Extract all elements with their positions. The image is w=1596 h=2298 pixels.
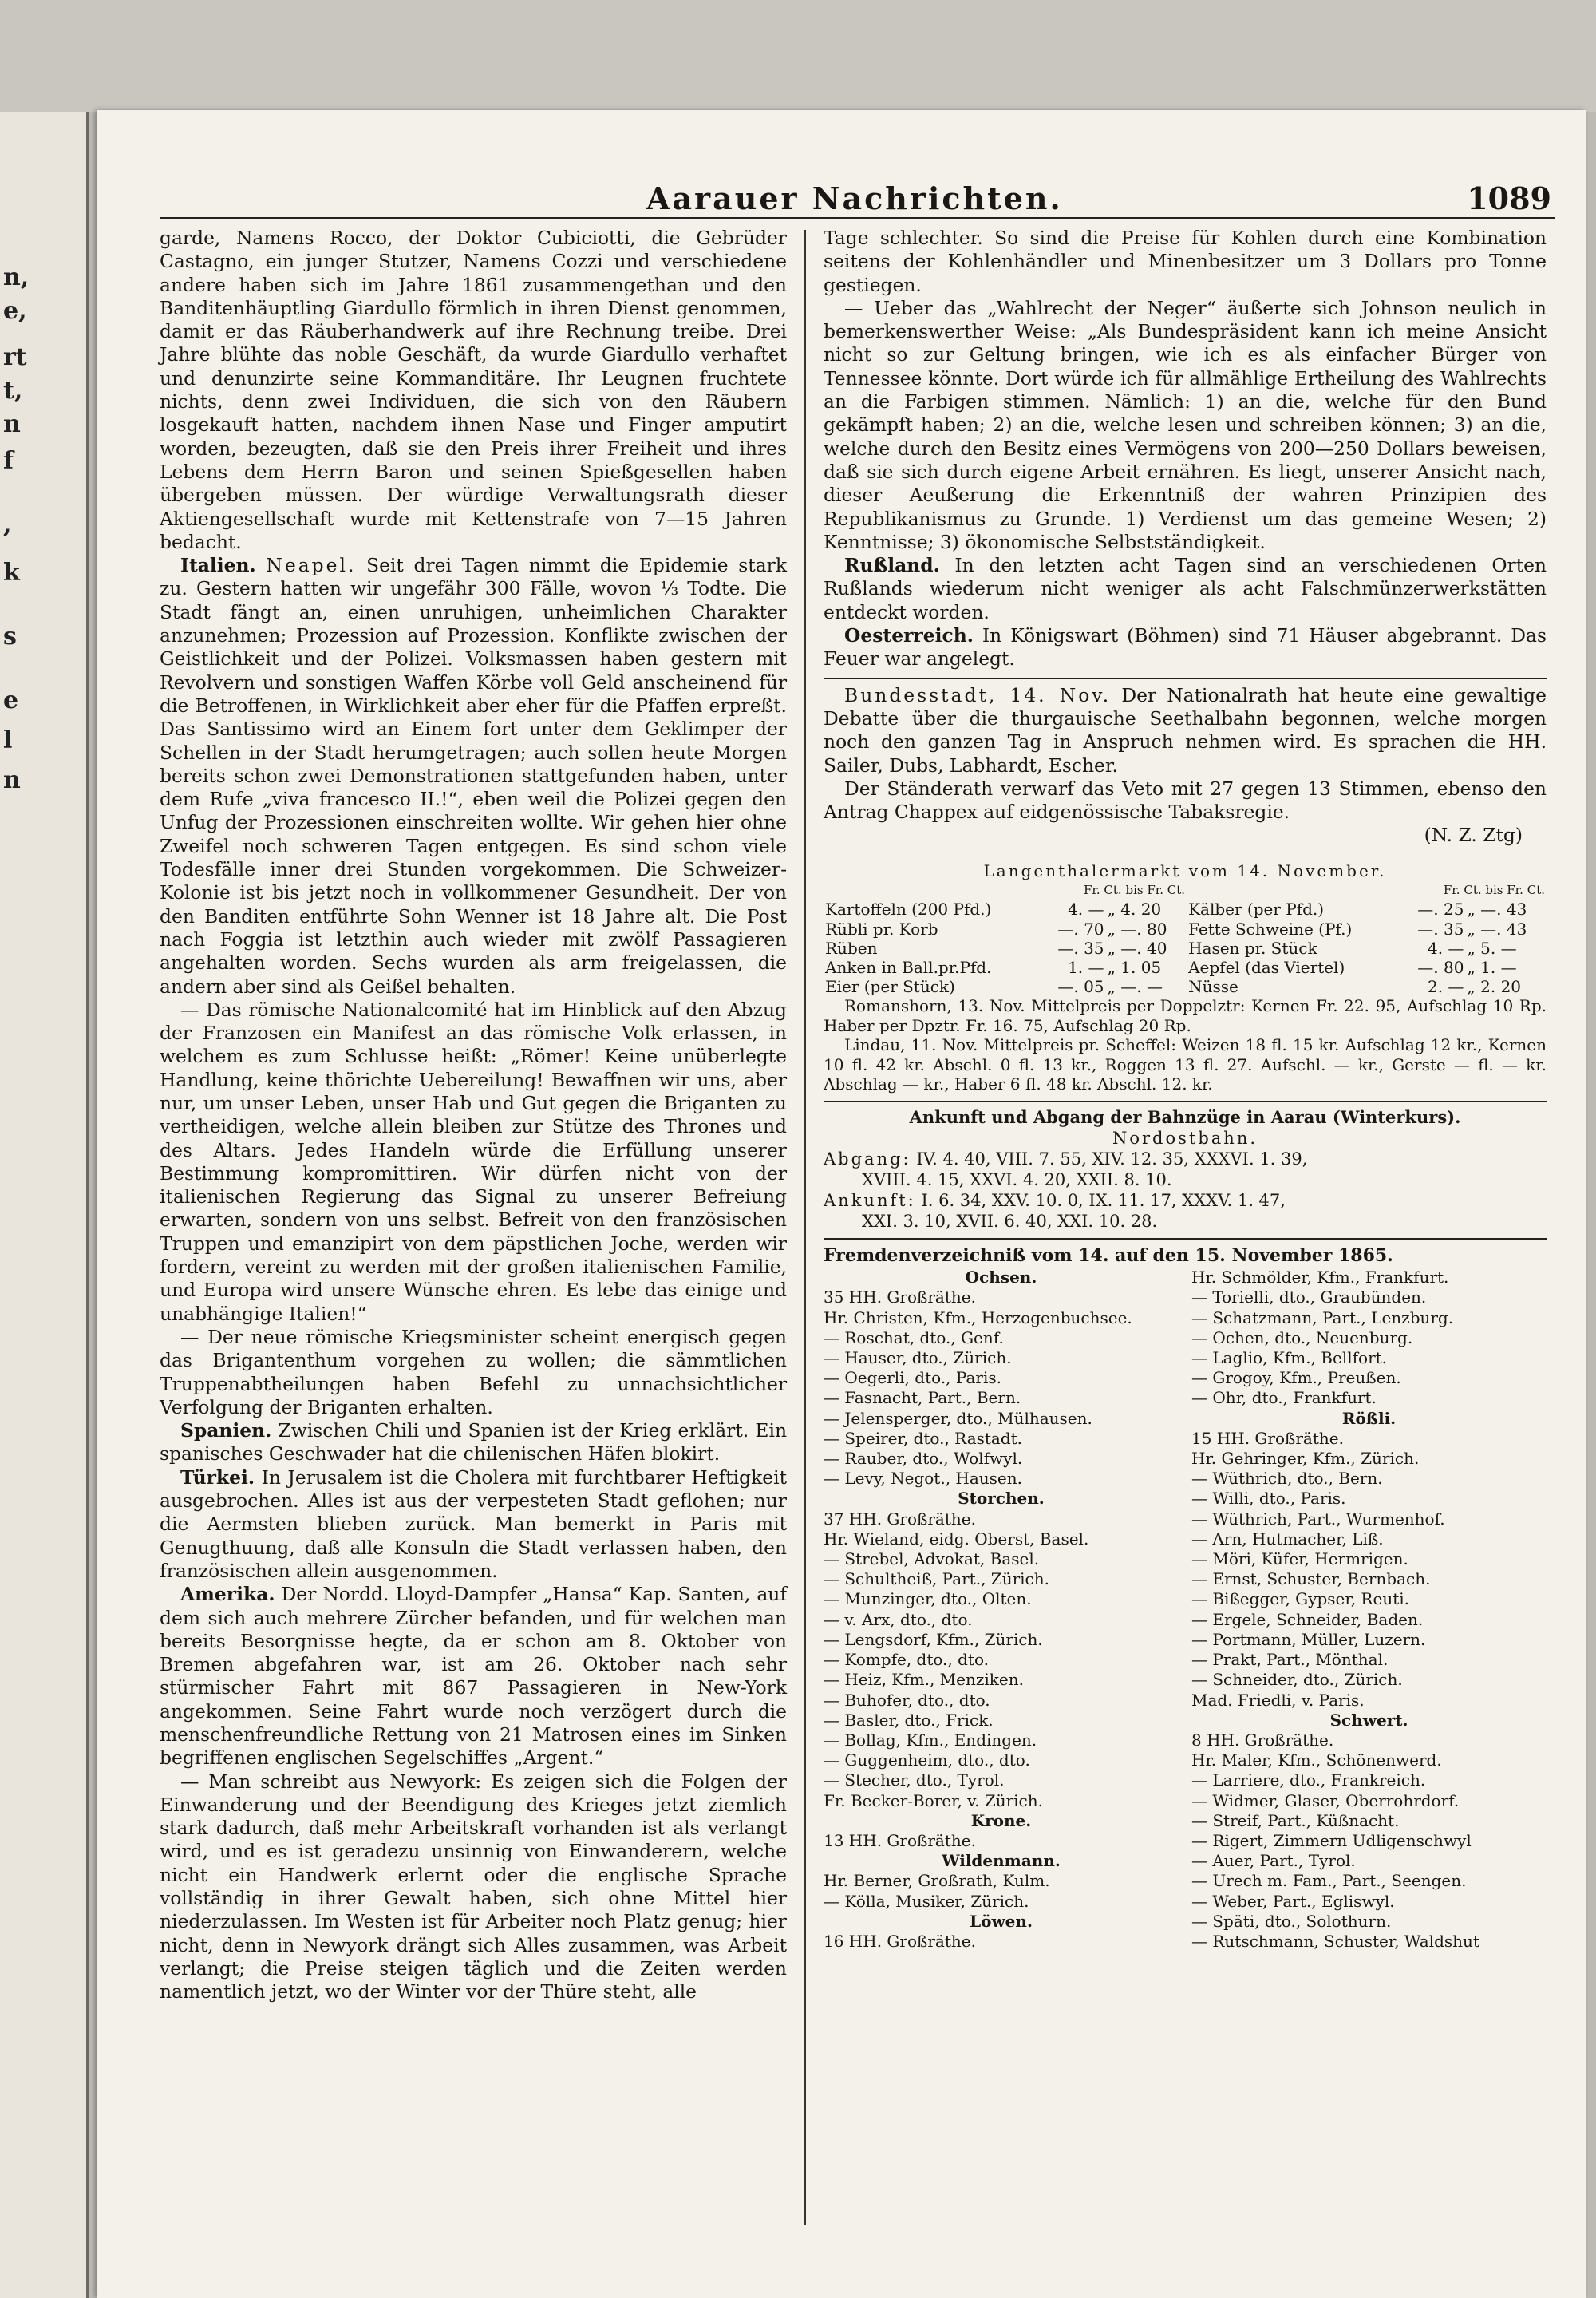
hotel-heading: Schwert. bbox=[1329, 1710, 1408, 1730]
article-body: Seit drei Tagen nimmt die Epidemie stark zu. Gestern hatten wir ungefähr 300 Fälle, wovon ⅓ Todte. Die Stadt fängt an, einen unruhigen, unheimlichen Charakter anzunehmen; Prozession auf Prozession. Konflikte zwischen der Geistlichkeit und der Polizei. Volksmassen haben gestern mit Revolvern und sonstigen Waffen Körbe voll Geld anscheinend für die Betroffenen, in Wirklichkeit aber eher für die Pfaffen erpreßt. Das Santissimo wird an Einem fort unter dem Geklimper der Schellen in der Stadt herumgetragen; auch sollen heute Morgen bereits schon zwei Demonstrationen stattgefunden haben, unter dem Rufe „viva francesco II.!“, eben weil die Polizei gegen den Unfug der Prozessionen einschreiten wollte. Wir gehen hier ohne Zweifel noch schweren Tagen entgegen. Es sind schon viele Todesfälle inner drei Stunden vorgekommen. Die Schweizer-Kolonie ist bis jetzt noch in vollkommener Gesundheit. Der von den Banditen entführte Sohn Wenner ist 18 Jahre alt. Die Post nach Foggia ist letzthin auch wieder mit zwölf Passagieren angehalten worden. Sechs wurden als arm freigelassen, die andern aber sind als Geißel behalten. bbox=[160, 554, 788, 998]
guest-entry: 35 HH. Großräthe. bbox=[824, 1287, 976, 1307]
market-report: Romanshorn, 13. Nov. Mittelpreis per Doppelztr: Kernen Fr. 22. 95, Aufschlag 10 Rp. Haber per Dpztr. Fr. 16. 75, Aufschlag 20 Rp. bbox=[824, 996, 1547, 1035]
guest-entry: — Grogoy, Kfm., Preußen. bbox=[1191, 1368, 1401, 1388]
article-paragraph: — Der neue römische Kriegsminister scheint energisch gegen das Brigantenthum vorgehen zu wollen; die sämmtlichen Truppenabtheilungen haben Befehl zu unnachsichtlicher Verfolgung der Briganten erhalten. bbox=[160, 1325, 787, 1418]
article-body: In den letzten acht Tagen sind an verschiedenen Orten Rußlands wiederum nicht weniger als acht Falschmünzerwerkstätten entdeckt worden. bbox=[824, 554, 1547, 623]
guest-entry: — Prakt, Part., Mönthal. bbox=[1191, 1650, 1389, 1670]
article-amerika bbox=[160, 1583, 787, 1770]
article-oesterreich bbox=[824, 624, 1547, 671]
table-cell: Kälber (per Pfd.) bbox=[1188, 900, 1325, 920]
guest-entry: — Heiz, Kfm., Menziken. bbox=[824, 1670, 1024, 1690]
arrivals bbox=[824, 1190, 1547, 1211]
guest-entry: — Ochen, dto., Neuenburg. bbox=[1191, 1327, 1413, 1347]
edge-fragment: n, bbox=[3, 263, 30, 291]
guest-entry: Hr. Schmölder, Kfm., Frankfurt. bbox=[1191, 1268, 1449, 1287]
column-header: Fr. Ct. bis Fr. Ct. bbox=[1443, 883, 1545, 898]
guest-entry: 15 HH. Großräthe. bbox=[1191, 1428, 1344, 1448]
article-body: In Königswart (Böhmen) sind 71 Häuser abgebrannt. Das Feuer war angelegt. bbox=[824, 624, 1547, 670]
edge-fragment: l bbox=[3, 726, 13, 754]
arrivals-times: I. 6. 34, XXV. 10. 0, IX. 11. 17, XXXV. 1. 47, bbox=[921, 1190, 1286, 1210]
article-spanien bbox=[160, 1419, 787, 1466]
guest-entry: — Basler, dto., Frick. bbox=[824, 1710, 994, 1730]
article-tuerkei bbox=[160, 1466, 787, 1583]
guest-entry: Mad. Friedli, v. Paris. bbox=[1191, 1690, 1365, 1710]
guest-entry: — Ergele, Schneider, Baden. bbox=[1191, 1609, 1424, 1629]
table-cell: —. 35 bbox=[1057, 938, 1104, 958]
arrivals-times-cont: XXI. 3. 10, XVII. 6. 40, XXI. 10. 28. bbox=[862, 1211, 1158, 1231]
dateline: Neapel. bbox=[266, 554, 357, 577]
guest-entry: — Bollag, Kfm., Endingen. bbox=[824, 1730, 1037, 1750]
guest-entry: — Auer, Part., Tyrol. bbox=[1191, 1851, 1356, 1871]
guest-entry: — Munzinger, dto., Olten. bbox=[824, 1589, 1032, 1609]
section-heading: Türkei. bbox=[180, 1465, 255, 1489]
article-body: Zwischen Chili und Spanien ist der Krieg erklärt. Ein spanisches Geschwader hat die chilenischen Häfen blokirt. bbox=[160, 1419, 788, 1465]
edge-fragment: e, bbox=[3, 297, 27, 325]
guest-entry: Hr. Berner, Großrath, Kulm. bbox=[824, 1871, 1050, 1891]
guest-entry: — Lengsdorf, Kfm., Zürich. bbox=[824, 1629, 1043, 1649]
table-cell: Aepfel (das Viertel) bbox=[1188, 958, 1345, 978]
page-number: 1089 bbox=[1467, 180, 1551, 216]
table-cell: „ 1. — bbox=[1467, 958, 1517, 978]
guest-entry: Hr. Christen, Kfm., Herzogenbuchsee. bbox=[824, 1307, 1132, 1327]
section-rule bbox=[824, 678, 1547, 679]
hotel-heading: Löwen. bbox=[970, 1911, 1033, 1931]
table-cell: Rüben bbox=[825, 938, 878, 958]
guest-entry: — Speirer, dto., Rastadt. bbox=[824, 1428, 1023, 1448]
guest-entry: Hr. Maler, Kfm., Schönenwerd. bbox=[1191, 1750, 1442, 1770]
edge-fragment: rt bbox=[3, 343, 27, 371]
section-rule bbox=[824, 1238, 1547, 1240]
guest-entry: — Rauber, dto., Wolfwyl. bbox=[824, 1449, 1023, 1469]
guest-entry: — Guggenheim, dto., dto. bbox=[824, 1750, 1030, 1770]
guest-entry: — Widmer, Glaser, Oberrohrdorf. bbox=[1191, 1790, 1460, 1810]
article-paragraph: — Man schreibt aus Newyork: Es zeigen sich die Folgen der Einwanderung und der Beendigung des Krieges jetzt ziemlich stark dadurch, daß mehr Arbeitskraft vorhanden ist als verlangt wird, und es ist geradezu unsinnig von Einwanderern, welche nicht ein Handwerk erlernt oder die englische Sprache vollständig in ihrer Gewalt haben, sich ohne Mittel hier niederzulassen. Im Westen ist für Arbeiter noch Platz genug; hier nicht, denn in Newyork drängt sich Alles zusammen, was Arbeit verlangt; die Preise steigen täglich und die Zeiten werden namentlich jetzt, wo der Winter vor der Thüre steht, alle bbox=[160, 1770, 787, 2003]
table-cell: Rübli pr. Korb bbox=[825, 919, 938, 939]
source-attribution: (N. Z. Ztg) bbox=[1424, 824, 1523, 847]
table-cell: Hasen pr. Stück bbox=[1188, 938, 1317, 958]
guest-entry: — Schneider, dto., Zürich. bbox=[1191, 1670, 1403, 1690]
table-cell: „ —. 43 bbox=[1467, 900, 1527, 920]
table-cell: 4. — bbox=[1068, 900, 1104, 920]
guest-entry: Hr. Gehringer, Kfm., Zürich. bbox=[1191, 1449, 1420, 1469]
departures-times: IV. 4. 40, VIII. 7. 55, XIV. 12. 35, XXXVI. 1. 39, bbox=[916, 1149, 1308, 1169]
table-cell: „ 2. 20 bbox=[1467, 977, 1522, 997]
guest-list-title: Fremdenverzeichniß vom 14. auf den 15. November 1865. bbox=[824, 1244, 1393, 1266]
guest-entry: — Schultheiß, Part., Zürich. bbox=[824, 1569, 1049, 1589]
table-row bbox=[824, 939, 1547, 958]
guest-entry: — Portmann, Müller, Luzern. bbox=[1191, 1629, 1426, 1649]
table-cell: 4. — bbox=[1427, 938, 1464, 958]
table-cell: „ —. 80 bbox=[1107, 919, 1167, 939]
schedule-subtitle: Nordostbahn. bbox=[1112, 1128, 1258, 1148]
hotel-heading: Krone. bbox=[970, 1810, 1032, 1830]
guest-entry: — Arn, Hutmacher, Liß. bbox=[1191, 1529, 1384, 1548]
guest-entry: 13 HH. Großräthe. bbox=[824, 1830, 976, 1850]
table-cell: „ —. 43 bbox=[1467, 919, 1527, 939]
guest-entry: — Ernst, Schuster, Bernbach. bbox=[1191, 1569, 1431, 1589]
table-cell: —. 05 bbox=[1057, 977, 1104, 997]
guest-entry: — Roschat, dto., Genf. bbox=[824, 1327, 1004, 1347]
guest-list bbox=[824, 1268, 1547, 1952]
guest-entry: 8 HH. Großräthe. bbox=[1191, 1730, 1334, 1750]
schedule-title: Ankunft und Abgang der Bahnzüge in Aarau (Winterkurs). bbox=[909, 1106, 1461, 1127]
departures-label: Abgang: bbox=[824, 1149, 911, 1169]
edge-fragment: , bbox=[3, 511, 12, 539]
table-row bbox=[824, 920, 1547, 939]
guest-entry: — Buhofer, dto., dto. bbox=[824, 1690, 990, 1710]
section-heading: Spanien. bbox=[180, 1419, 272, 1442]
table-row bbox=[824, 900, 1547, 919]
edge-fragment: f bbox=[3, 447, 14, 475]
section-rule bbox=[824, 1101, 1547, 1102]
guest-entry: — Späti, dto., Solothurn. bbox=[1191, 1911, 1392, 1931]
section-heading: Amerika. bbox=[180, 1583, 275, 1606]
table-cell: „ 5. — bbox=[1467, 938, 1517, 958]
table-cell: „ —. — bbox=[1107, 977, 1163, 997]
guest-entry: — Jelensperger, dto., Mülhausen. bbox=[824, 1408, 1092, 1428]
guest-entry: 37 HH. Großräthe. bbox=[824, 1509, 976, 1529]
table-cell: 1. — bbox=[1068, 958, 1104, 978]
left-column bbox=[160, 227, 787, 2004]
guest-entry: — Laglio, Kfm., Bellfort. bbox=[1191, 1348, 1388, 1368]
guest-entry: — Schatzmann, Part., Lenzburg. bbox=[1191, 1307, 1454, 1327]
table-cell: —. 80 bbox=[1417, 958, 1464, 978]
newspaper-title: Aarauer Nachrichten. bbox=[646, 180, 1063, 216]
table-cell: Fette Schweine (Pf.) bbox=[1188, 919, 1353, 939]
right-column bbox=[824, 227, 1547, 1952]
guest-list-left-column bbox=[824, 1268, 1179, 1952]
table-cell: Kartoffeln (200 Pfd.) bbox=[825, 900, 992, 920]
article-body: In Jerusalem ist die Cholera mit furchtbarer Heftigkeit ausgebrochen. Alles ist aus der verpesteten Stadt geflohen; nur die Aermsten blieben zurück. Man bemerkt in Paris mit Genugthuung, daß alle Konsuln die Stadt verlassen haben, den französischen allein ausgenommen. bbox=[160, 1465, 787, 1582]
table-cell: —. 25 bbox=[1417, 900, 1464, 920]
article-continuation: Tage schlechter. So sind die Preise für Kohlen durch eine Kombination seitens der Kohlenhändler und Minenbesitzer um 3 Dollars pro Tonne gestiegen. bbox=[824, 227, 1547, 296]
edge-fragment: n bbox=[3, 766, 21, 794]
table-cell: Anken in Ball.pr.Pfd. bbox=[825, 958, 992, 978]
guest-entry: — Wüthrich, Part., Wurmenhof. bbox=[1191, 1509, 1445, 1529]
market-title: Langenthalermarkt vom 14. November. bbox=[983, 860, 1387, 880]
edge-fragment: e bbox=[3, 686, 19, 714]
guest-entry: — Torielli, dto., Graubünden. bbox=[1191, 1287, 1427, 1307]
edge-fragment: t, bbox=[3, 377, 23, 405]
article-body: Der Nordd. Lloyd-Dampfer „Hansa“ Kap. Santen, auf dem sich auch mehrere Zürcher befanden, und für welchen man bereits Besorgnisse hegte, da er schon am 8. Oktober von Bremen abgefahren war, ist am 26. Oktober nach sehr stürmischer Fahrt mit 867 Passagieren in New-York angekommen. Seine Fahrt wurde noch verzögert durch die menschenfreundliche Rettung von 21 Matrosen eines im Sinken begriffenen englischen Segelschiffes „Argent.“ bbox=[160, 1583, 787, 1770]
article-paragraph: — Ueber das „Wahlrecht der Neger“ äußerte sich Johnson neulich in bemerkenswerther Weise: „Als Bundespräsident kann ich meine Ansicht nicht so zur Geltung bringen, wie ich es als einfacher Bürger von Tennessee könnte. Dort würde ich für allmählige Ertheilung des Wahlrechts an die Farbigen stimmen. Nämlich: 1) an die, welche für den Bund gekämpft haben; 2) an die, welche lesen und schreiben können; 3) an die, welche durch den Besitz eines Vermögens von 200—250 Dollars beweisen, daß sie sich durch eigene Arbeit ernähren. Es liegt, unserer Ansicht nach, dieser Aeußerung die Erkenntniß der wahren Prinzipien des Republikanismus zu Grunde. 1) Verdienst um das gemeine Wesen; 2) Kenntnisse; 3) ökonomische Selbstständigkeit. bbox=[824, 296, 1547, 553]
guest-entry: — Larriere, dto., Frankreich. bbox=[1191, 1770, 1426, 1790]
column-divider bbox=[804, 230, 806, 2225]
guest-entry: Fr. Becker-Borer, v. Zürich. bbox=[824, 1790, 1043, 1810]
guest-entry: — Kompfe, dto., dto. bbox=[824, 1650, 990, 1670]
guest-entry: — Rigert, Zimmern Udligenschwyl bbox=[1191, 1830, 1472, 1850]
table-header-row bbox=[824, 880, 1547, 900]
table-cell: „ —. 40 bbox=[1107, 938, 1167, 958]
train-schedule bbox=[824, 1107, 1547, 1232]
arrivals-label: Ankunft: bbox=[824, 1190, 916, 1210]
section-heading: Rußland. bbox=[844, 554, 940, 577]
dateline: Bundesstadt, 14. Nov. bbox=[844, 683, 1112, 706]
guest-entry: — Hauser, dto., Zürich. bbox=[824, 1348, 1012, 1368]
section-heading: Italien. bbox=[180, 554, 256, 577]
article-paragraph: — Das römische Nationalcomité hat im Hinblick auf den Abzug der Franzosen ein Manifest an das römische Volk erlassen, in welchem es zum Schlusse heißt: „Römer! Keine unüberlegte Handlung, keine thörichte Uebereilung! Bewaffnen wir uns, aber nur, um unser Leben, unser Hab und Gut gegen die Briganten zu vertheidigen, welche allein bleiben zur Stütze des Thrones und des Altars. Jedes Handeln würde die Erfüllung unserer Bestimmung kompromittiren. Wir dürfen nicht von der italienischen Regierung das Signal zu unserer Befreiung erwarten, sondern von uns selbst. Befreit von den französischen Truppen und emanzipirt von dem päpstlichen Joche, werden wir fordern, vereint zu werden mit der großen italienischen Familie, und Europa wird unsere Wünsche ehren. Es lebe das einige und unabhängige Italien!“ bbox=[160, 998, 787, 1325]
edge-fragment: s bbox=[3, 623, 17, 651]
guest-entry: — Fasnacht, Part., Bern. bbox=[824, 1388, 1021, 1408]
departures-times-cont: XVIII. 4. 15, XXVI. 4. 20, XXII. 8. 10. bbox=[862, 1169, 1172, 1189]
hotel-heading: Ochsen. bbox=[965, 1268, 1037, 1287]
guest-entry: — Rutschmann, Schuster, Waldshut bbox=[1191, 1931, 1479, 1951]
table-row bbox=[824, 977, 1547, 996]
hotel-heading: Storchen. bbox=[958, 1489, 1045, 1509]
guest-entry: — Weber, Part., Egliswyl. bbox=[1191, 1891, 1395, 1911]
guest-entry: — Willi, dto., Paris. bbox=[1191, 1489, 1346, 1509]
guest-entry: — Strebel, Advokat, Basel. bbox=[824, 1549, 1040, 1569]
guest-entry: — Kölla, Musiker, Zürich. bbox=[824, 1891, 1029, 1911]
hotel-heading: Rößli. bbox=[1341, 1408, 1396, 1428]
section-heading: Oesterreich. bbox=[844, 624, 974, 647]
hotel-heading: Wildenmann. bbox=[942, 1851, 1061, 1871]
guest-entry: — v. Arx, dto., dto. bbox=[824, 1609, 973, 1629]
table-cell: —. 35 bbox=[1417, 919, 1464, 939]
table-row bbox=[824, 958, 1547, 977]
table-cell: —. 70 bbox=[1057, 919, 1104, 939]
guest-entry: 16 HH. Großräthe. bbox=[824, 1931, 976, 1951]
guest-entry: — Wüthrich, dto., Bern. bbox=[1191, 1469, 1383, 1489]
market-price-table bbox=[824, 880, 1547, 996]
article-body: Der Nationalrath hat heute eine gewaltige Debatte über die thurgauische Seethalbahn begonnen, welche morgen noch den ganzen Tag in Anspruch nehmen wird. Es sprachen die HH. Sailer, Dubs, Labhardt, Escher. bbox=[824, 683, 1547, 777]
table-cell: „ 1. 05 bbox=[1107, 958, 1162, 978]
guest-list-right-column bbox=[1191, 1268, 1547, 1952]
article-continuation: garde, Namens Rocco, der Doktor Cubiciotti, die Gebrüder Castagno, ein junger Stutzer, Namens Cozzi und verschiedene andere haben sich im Jahre 1861 zusammengethan und den Banditenhäuptling Giardullo förmlich in ihren Dienst genommen, damit er das Räuberhandwerk auf ihre Rechnung treibe. Drei Jahre blühte das noble Geschäft, da wurde Giardullo verhaftet und denunzirte seine Kommanditäre. Ihr Leugnen fruchtete nichts, denn zwei Individuen, die sich von den Räubern losgekauft hatten, nachdem ihnen Nase und Finger amputirt worden, bezeugten, daß sie den Preis ihrer Freiheit und ihres Lebens dem Herrn Baron und seinen Spießgesellen haben übergeben müssen. Der würdige Verwaltungsrath dieser Aktiengesellschaft wurde mit Kettenstrafe von 7—15 Jahren bedacht. bbox=[160, 227, 787, 553]
previous-page-edge bbox=[0, 112, 89, 2298]
guest-entry: — Levy, Negot., Hausen. bbox=[824, 1469, 1023, 1489]
article-bundesstadt bbox=[824, 684, 1547, 777]
article-russland bbox=[824, 554, 1547, 624]
masthead bbox=[160, 180, 1555, 219]
guest-entry: — Urech m. Fam., Part., Seengen. bbox=[1191, 1871, 1467, 1891]
table-cell: „ 4. 20 bbox=[1107, 900, 1162, 920]
scan-background-top bbox=[0, 0, 1596, 112]
column-header: Fr. Ct. bis Fr. Ct. bbox=[1083, 883, 1186, 898]
edge-fragment: k bbox=[3, 559, 20, 587]
guest-entry: — Bißegger, Gypser, Reuti. bbox=[1191, 1589, 1409, 1609]
guest-entry: Hr. Wieland, eidg. Oberst, Basel. bbox=[824, 1529, 1089, 1548]
table-cell: 2. — bbox=[1427, 977, 1464, 997]
guest-entry: — Oegerli, dto., Paris. bbox=[824, 1368, 1001, 1388]
market-report: Lindau, 11. Nov. Mittelpreis pr. Scheffel: Weizen 18 fl. 15 kr. Aufschlag 12 kr., Kernen 10 fl. 42 kr. Abschl. 0 fl. 13 kr., Roggen 13 fl. 27. Aufschl. — kr., Gerste — fl. — kr. Abschlag — kr., Haber 6 fl. 48 kr. Abschl. 12. kr. bbox=[824, 1035, 1547, 1094]
article-paragraph: Der Ständerath verwarf das Veto mit 27 gegen 13 Stimmen, ebenso den Antrag Chappex auf eidgenössische Tabaksregie. bbox=[824, 777, 1547, 824]
departures bbox=[824, 1149, 1547, 1169]
edge-fragment: n bbox=[3, 410, 21, 438]
guest-entry: — Stecher, dto., Tyrol. bbox=[824, 1770, 1005, 1790]
table-cell: Nüsse bbox=[1188, 977, 1238, 997]
guest-entry: — Streif, Part., Küßnacht. bbox=[1191, 1810, 1400, 1830]
guest-entry: — Ohr, dto., Frankfurt. bbox=[1191, 1388, 1377, 1408]
table-cell: Eier (per Stück) bbox=[825, 977, 955, 997]
article-italien bbox=[160, 554, 787, 999]
newspaper-page bbox=[97, 110, 1586, 2298]
guest-entry: — Möri, Küfer, Hermrigen. bbox=[1191, 1549, 1408, 1569]
